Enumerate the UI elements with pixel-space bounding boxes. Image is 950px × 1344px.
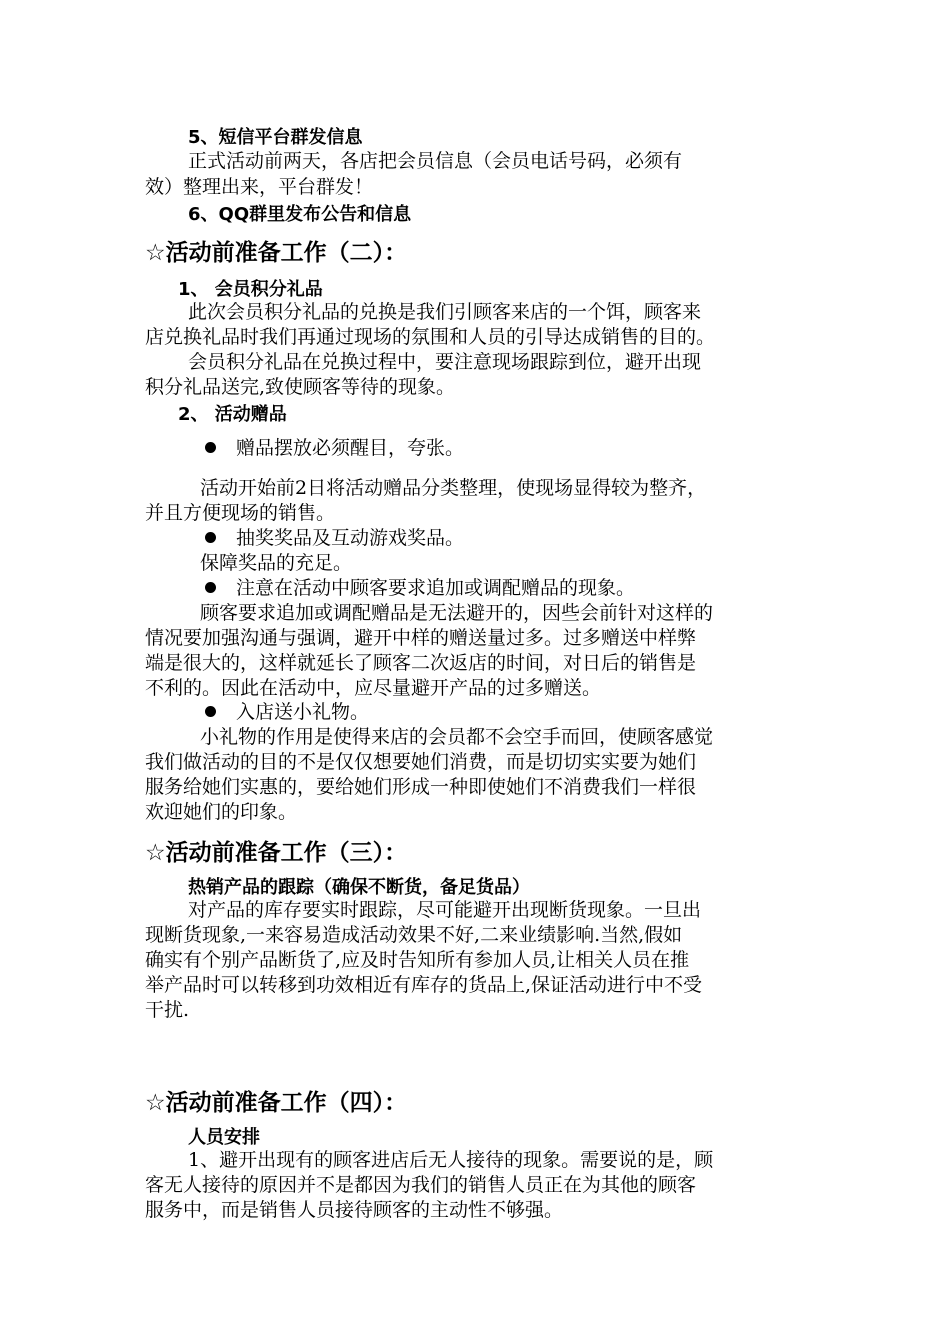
- bullet-item: [205, 436, 464, 460]
- item-5-title: 5、短信平台群发信息: [188, 127, 363, 148]
- paragraph-line: 举产品时可以转移到功效相近有库存的货品上,保证活动进行中不受: [145, 974, 703, 996]
- paragraph-line: 1、避开出现有的顾客进店后无人接待的现象。需要说的是，顾: [188, 1149, 714, 1171]
- bullet-text: 注意在活动中顾客要求追加或调配赠品的现象。: [236, 577, 636, 599]
- paragraph-line: 现断货现象,一来容易造成活动效果不好,二来业绩影响.当然,假如: [145, 924, 683, 946]
- section-heading-3: ☆活动前准备工作（三）：: [145, 840, 408, 866]
- subsection-title-2: 2、 活动赠品: [178, 404, 287, 425]
- bullet-item: [205, 700, 369, 724]
- paragraph-line: 确实有个别产品断货了,应及时告知所有参加人员,让相关人员在推: [145, 949, 690, 971]
- paragraph-line: 此次会员积分礼品的兑换是我们引顾客来店的一个饵，顾客来: [188, 301, 702, 323]
- paragraph-line: 我们做活动的目的不是仅仅想要她们消费，而是切切实实要为她们: [145, 751, 697, 773]
- bullet-text: 抽奖奖品及互动游戏奖品。: [236, 527, 465, 549]
- paragraph-line: 服务中，而是销售人员接待顾客的主动性不够强。: [145, 1199, 564, 1221]
- paragraph-line: 活动开始前2日将活动赠品分类整理，使现场显得较为整齐，: [200, 477, 707, 499]
- item-6-title: 6、QQ群里发布公告和信息: [188, 204, 412, 225]
- bullet-dot-icon: [205, 582, 216, 593]
- bullet-dot-icon: [205, 532, 216, 543]
- paragraph-line: 客无人接待的原因并不是都因为我们的销售人员正在为其他的顾客: [145, 1174, 697, 1196]
- section-heading-2: ☆活动前准备工作（二）：: [145, 240, 408, 266]
- bullet-text: 赠品摆放必须醒目，夸张。: [236, 437, 465, 459]
- bullet-item: [205, 526, 464, 550]
- paragraph-line: 干扰.: [145, 999, 190, 1021]
- paragraph-line: 小礼物的作用是使得来店的会员都不会空手而回，使顾客感觉: [200, 726, 714, 748]
- paragraph-line: 服务给她们实惠的，要给她们形成一种即使她们不消费我们一样很: [145, 776, 697, 798]
- paragraph-line: 顾客要求追加或调配赠品是无法避开的，因些会前针对这样的: [200, 602, 714, 624]
- paragraph-line: 情况要加强沟通与强调，避开中样的赠送量过多。过多赠送中样弊: [145, 627, 697, 649]
- bullet-dot-icon: [205, 442, 216, 453]
- paragraph-line: 对产品的库存要实时跟踪，尽可能避开出现断货现象。一旦出: [188, 899, 702, 921]
- paragraph-line: 并且方便现场的销售。: [145, 502, 336, 524]
- section-heading-4: ☆活动前准备工作（四）：: [145, 1090, 408, 1116]
- paragraph-line: 效）整理出来，平台群发！: [145, 176, 374, 198]
- paragraph-line: 欢迎她们的印象。: [145, 801, 298, 823]
- subsection-title: 人员安排: [188, 1127, 260, 1148]
- paragraph-line: 保障奖品的充足。: [200, 552, 353, 574]
- paragraph-line: 不利的。因此在活动中，应尽量避开产品的过多赠送。: [145, 677, 602, 699]
- paragraph-line: 店兑换礼品时我们再通过现场的氛围和人员的引导达成销售的目的。: [145, 326, 716, 348]
- bullet-dot-icon: [205, 706, 216, 717]
- paragraph-line: 会员积分礼品在兑换过程中，要注意现场跟踪到位，避开出现: [188, 351, 702, 373]
- paragraph-line: 积分礼品送完,致使顾客等待的现象。: [145, 376, 456, 398]
- bullet-item: [205, 576, 635, 600]
- paragraph-line: 正式活动前两天，各店把会员信息（会员电话号码，必须有: [188, 150, 683, 172]
- subsection-title-1: 1、 会员积分礼品: [178, 279, 323, 300]
- subsection-title: 热销产品的跟踪（确保不断货，备足货品）: [188, 877, 530, 898]
- bullet-text: 入店送小礼物。: [236, 701, 370, 723]
- paragraph-line: 端是很大的，这样就延长了顾客二次返店的时间，对日后的销售是: [145, 652, 697, 674]
